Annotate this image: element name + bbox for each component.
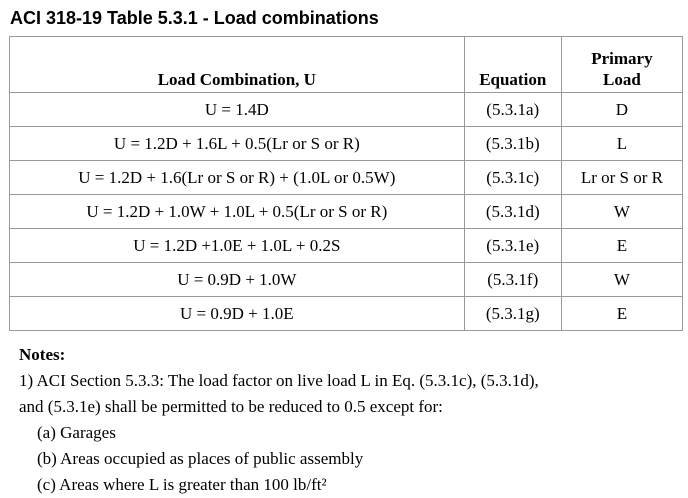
equation-cell: (5.3.1f) — [464, 263, 561, 297]
note-line-1: 1) ACI Section 5.3.3: The load factor on live load L in Eq. (5.3.1c), (5.3.1d), — [19, 371, 539, 390]
primary-load-cell: E — [561, 229, 682, 263]
table-row — [10, 161, 683, 195]
notes-heading: Notes: — [19, 345, 66, 364]
note-line-2: and (5.3.1e) shall be permitted to be reduced to 0.5 except for: — [19, 397, 443, 416]
combination-cell: U = 0.9D + 1.0W — [10, 263, 465, 297]
table-row — [10, 297, 683, 331]
combination-cell: U = 1.4D — [10, 93, 465, 127]
table-row — [10, 93, 683, 127]
note-item-a: (a) Garages — [37, 423, 116, 442]
table-header-row — [10, 37, 683, 93]
primary-load-cell: D — [561, 93, 682, 127]
combination-cell: U = 1.2D + 1.6L + 0.5(Lr or S or R) — [10, 127, 465, 161]
table-title: ACI 318-19 Table 5.3.1 - Load combinations — [10, 8, 379, 28]
equation-cell: (5.3.1b) — [464, 127, 561, 161]
header-load-combination: Load Combination, U — [10, 37, 465, 93]
combination-cell: U = 1.2D + 1.0W + 1.0L + 0.5(Lr or S or R) — [10, 195, 465, 229]
header-primary-load — [561, 37, 682, 93]
header-equation: Equation — [464, 37, 561, 93]
table-row — [10, 263, 683, 297]
header-primary-load-line2: Load — [603, 70, 641, 89]
primary-load-cell: Lr or S or R — [561, 161, 682, 195]
table-row — [10, 229, 683, 263]
equation-cell: (5.3.1a) — [464, 93, 561, 127]
header-primary-load-line1: Primary — [591, 49, 653, 68]
table-row — [10, 127, 683, 161]
note-item-c: (c) Areas where L is greater than 100 lb/ft² — [37, 475, 327, 494]
primary-load-cell: L — [561, 127, 682, 161]
equation-cell: (5.3.1d) — [464, 195, 561, 229]
primary-load-cell: W — [561, 195, 682, 229]
combination-cell: U = 1.2D +1.0E + 1.0L + 0.2S — [10, 229, 465, 263]
equation-cell: (5.3.1c) — [464, 161, 561, 195]
primary-load-cell: E — [561, 297, 682, 331]
equation-cell: (5.3.1g) — [464, 297, 561, 331]
table-row — [10, 195, 683, 229]
load-combinations-table — [9, 36, 683, 331]
note-item-b: (b) Areas occupied as places of public assembly — [37, 449, 364, 468]
equation-cell: (5.3.1e) — [464, 229, 561, 263]
combination-cell: U = 1.2D + 1.6(Lr or S or R) + (1.0L or 0.5W) — [10, 161, 465, 195]
primary-load-cell: W — [561, 263, 682, 297]
notes-section — [19, 342, 539, 498]
combination-cell: U = 0.9D + 1.0E — [10, 297, 465, 331]
